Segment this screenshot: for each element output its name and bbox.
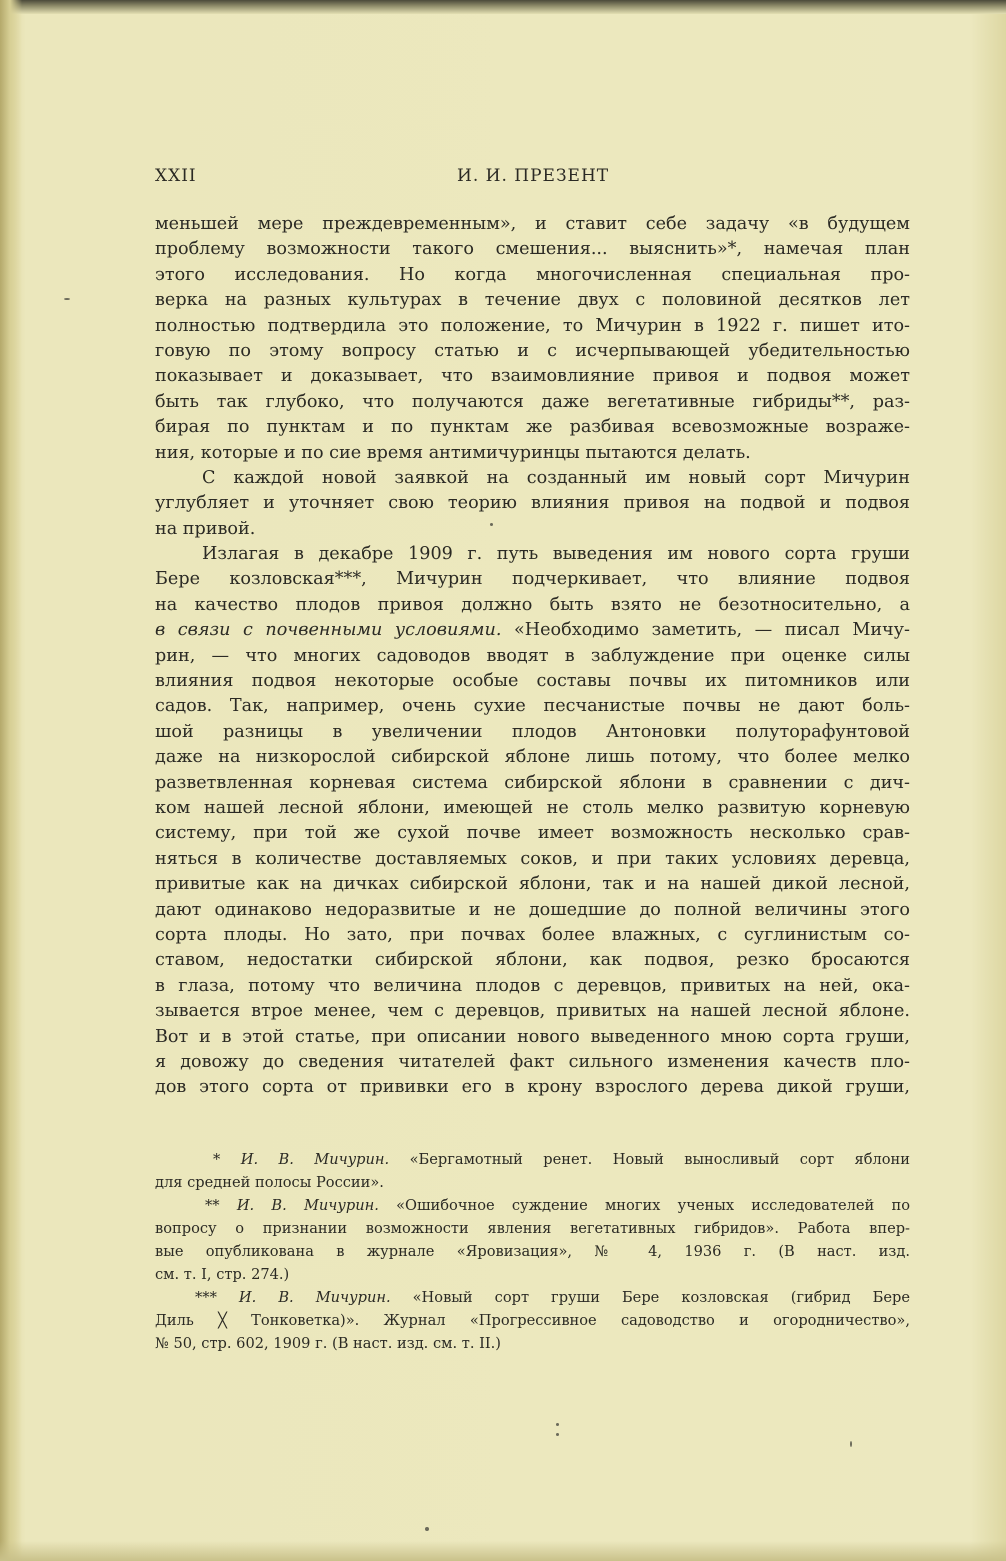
text-line: привитые как на дичках сибирской яблони, так и на нашей дикой лесной, <box>155 874 910 895</box>
footnote-marker: *** <box>195 1289 217 1306</box>
page-header <box>155 166 910 192</box>
paper-speck <box>64 298 70 300</box>
italic-phrase: в связи с почвенными условиями. <box>155 620 502 641</box>
text-line: зывается втрое менее, чем с деревцов, привитых на нашей лесной яблоне. <box>155 1001 910 1022</box>
text-line: бирая по пунктам и по пунктам же разбивая всевозможные возраже- <box>155 417 910 438</box>
text-line: показывает и доказывает, что взаимовлияние привоя и подвоя может <box>155 366 910 387</box>
text-line-with-italic <box>155 618 910 643</box>
text-line: меньшей мере преждевременным», и ставит себе задачу «в будущем <box>155 214 910 234</box>
footnote-1-line <box>155 1148 910 1171</box>
text-line: сорта плоды. Но зато, при почвах более влажных, с суглинистым со- <box>155 924 910 945</box>
page-bottom-edge <box>0 1541 1006 1561</box>
text-line: этого исследования. Но когда многочисленная специальная про- <box>155 264 910 285</box>
text-line: садов. Так, например, очень сухие песчанистые почвы не дают боль- <box>155 696 910 717</box>
footnote-text: «Бергамотный ренет. Новый выносливый сорт яблони <box>409 1151 911 1168</box>
text-line: Излагая в декабре 1909 г. путь выведения им нового сорта груши <box>202 544 910 565</box>
text-line: даже на низкорослой сибирской яблоне лишь потому, что более мелко <box>155 747 910 768</box>
footnote-1-line: для средней полосы России». <box>155 1174 384 1191</box>
page-top-shadow <box>0 0 1006 14</box>
text-line: полностью подтвердила это положение, то Мичурин в 1922 г. пишет ито- <box>155 315 910 336</box>
text-line: Бере козловская***, Мичурин подчеркивает, что влияние подвоя <box>155 569 910 590</box>
text-line: влияния подвоя некоторые особые составы почвы их питомников или <box>155 671 910 692</box>
paper-speck <box>425 1527 429 1531</box>
text-line: на привой. <box>155 518 256 539</box>
page-left-binding-shadow <box>0 0 22 1561</box>
running-head: И. И. ПРЕЗЕНТ <box>457 166 610 186</box>
footnote-text: «Новый сорт груши Бере козловская (гибрид Бере <box>412 1289 910 1306</box>
footnote-author: И. В. Мичурин. <box>236 1197 379 1214</box>
page-number: XXII <box>155 166 197 186</box>
footnote-author: И. В. Мичурин. <box>240 1151 390 1168</box>
paper-speck <box>556 1423 559 1426</box>
text-line: рин, — что многих садоводов вводят в заблуждение при оценке силы <box>155 645 910 666</box>
text-line: верка на разных культурах в течение двух с половиной десятков лет <box>155 290 910 311</box>
text-line: Вот и в этой статье, при описании нового выведенного мною сорта груши, <box>155 1026 910 1047</box>
footnote-marker: ** <box>205 1197 220 1214</box>
paper-speck <box>556 1433 559 1436</box>
footnote-2-line: вопросу о признании возможности явления вегетативных гибридов». Работа впер- <box>155 1220 910 1237</box>
text-line: няться в количестве доставляемых соков, и при таких условиях деревца, <box>155 848 910 869</box>
text-line: дов этого сорта от прививки его в крону взрослого дерева дикой груши, <box>155 1077 910 1098</box>
text-line: ния, которые и по сие время антимичуринцы пытаются делать. <box>155 442 751 463</box>
text-line: углубляет и уточняет свою теорию влияния привоя на подвой и подвоя <box>155 493 910 514</box>
footnote-3-line: № 50, стр. 602, 1909 г. (В наст. изд. см. т. II.) <box>155 1335 501 1352</box>
footnote-3-line <box>155 1286 910 1309</box>
main-text <box>155 212 910 1101</box>
text-line: быть так глубоко, что получаются даже вегетативные гибриды**, раз- <box>155 391 910 412</box>
footnote-2-line <box>155 1194 910 1217</box>
footnote-marker: * <box>213 1151 221 1168</box>
text-line: шой разницы в увеличении плодов Антоновки полуторафунтовой <box>155 721 910 742</box>
text-line: на качество плодов привоя должно быть взято не безотносительно, а <box>155 594 910 615</box>
text-line: систему, при той же сухой почве имеет возможность несколько срав- <box>155 823 910 844</box>
paper-speck <box>490 523 493 526</box>
paper-speck <box>850 1441 852 1447</box>
footnote-2-line: см. т. I, стр. 274.) <box>155 1266 290 1283</box>
text-line: С каждой новой заявкой на созданный им новый сорт Мичурин <box>202 467 910 488</box>
text-line: я довожу до сведения читателей факт сильного изменения качеств пло- <box>155 1051 910 1072</box>
text-line: в глаза, потому что величина плодов с деревцов, привитых на ней, ока- <box>155 975 910 996</box>
footnote-2-line: вые опубликована в журнале «Яровизация», № 4, 1936 г. (В наст. изд. <box>155 1243 910 1260</box>
footnotes <box>155 1148 910 1355</box>
footnote-3-line: Диль ╳ Тонковетка)». Журнал «Прогрессивное садоводство и огородничество», <box>155 1312 910 1329</box>
text-line: проблему возможности такого смешения... выяснить»*, намечая план <box>155 239 910 260</box>
text-line: дают одинаково недоразвитые и не дошедшие до полной величины этого <box>155 899 910 920</box>
text-line: говую по этому вопросу статью и с исчерпывающей убедительностью <box>155 340 910 361</box>
footnote-text: «Ошибочное суждение многих ученых исследователей по <box>396 1197 911 1214</box>
footnote-author: И. В. Мичурин. <box>238 1289 391 1306</box>
text-line: ком нашей лесной яблони, имеющей не столь мелко развитую корневую <box>155 797 910 818</box>
text-line: ставом, недостатки сибирской яблони, как подвоя, резко бросаются <box>155 950 910 971</box>
text-line: разветвленная корневая система сибирской яблони в сравнении с дич- <box>155 772 910 793</box>
text-line-rest: «Необходимо заметить, — писал Мичу- <box>501 620 910 641</box>
